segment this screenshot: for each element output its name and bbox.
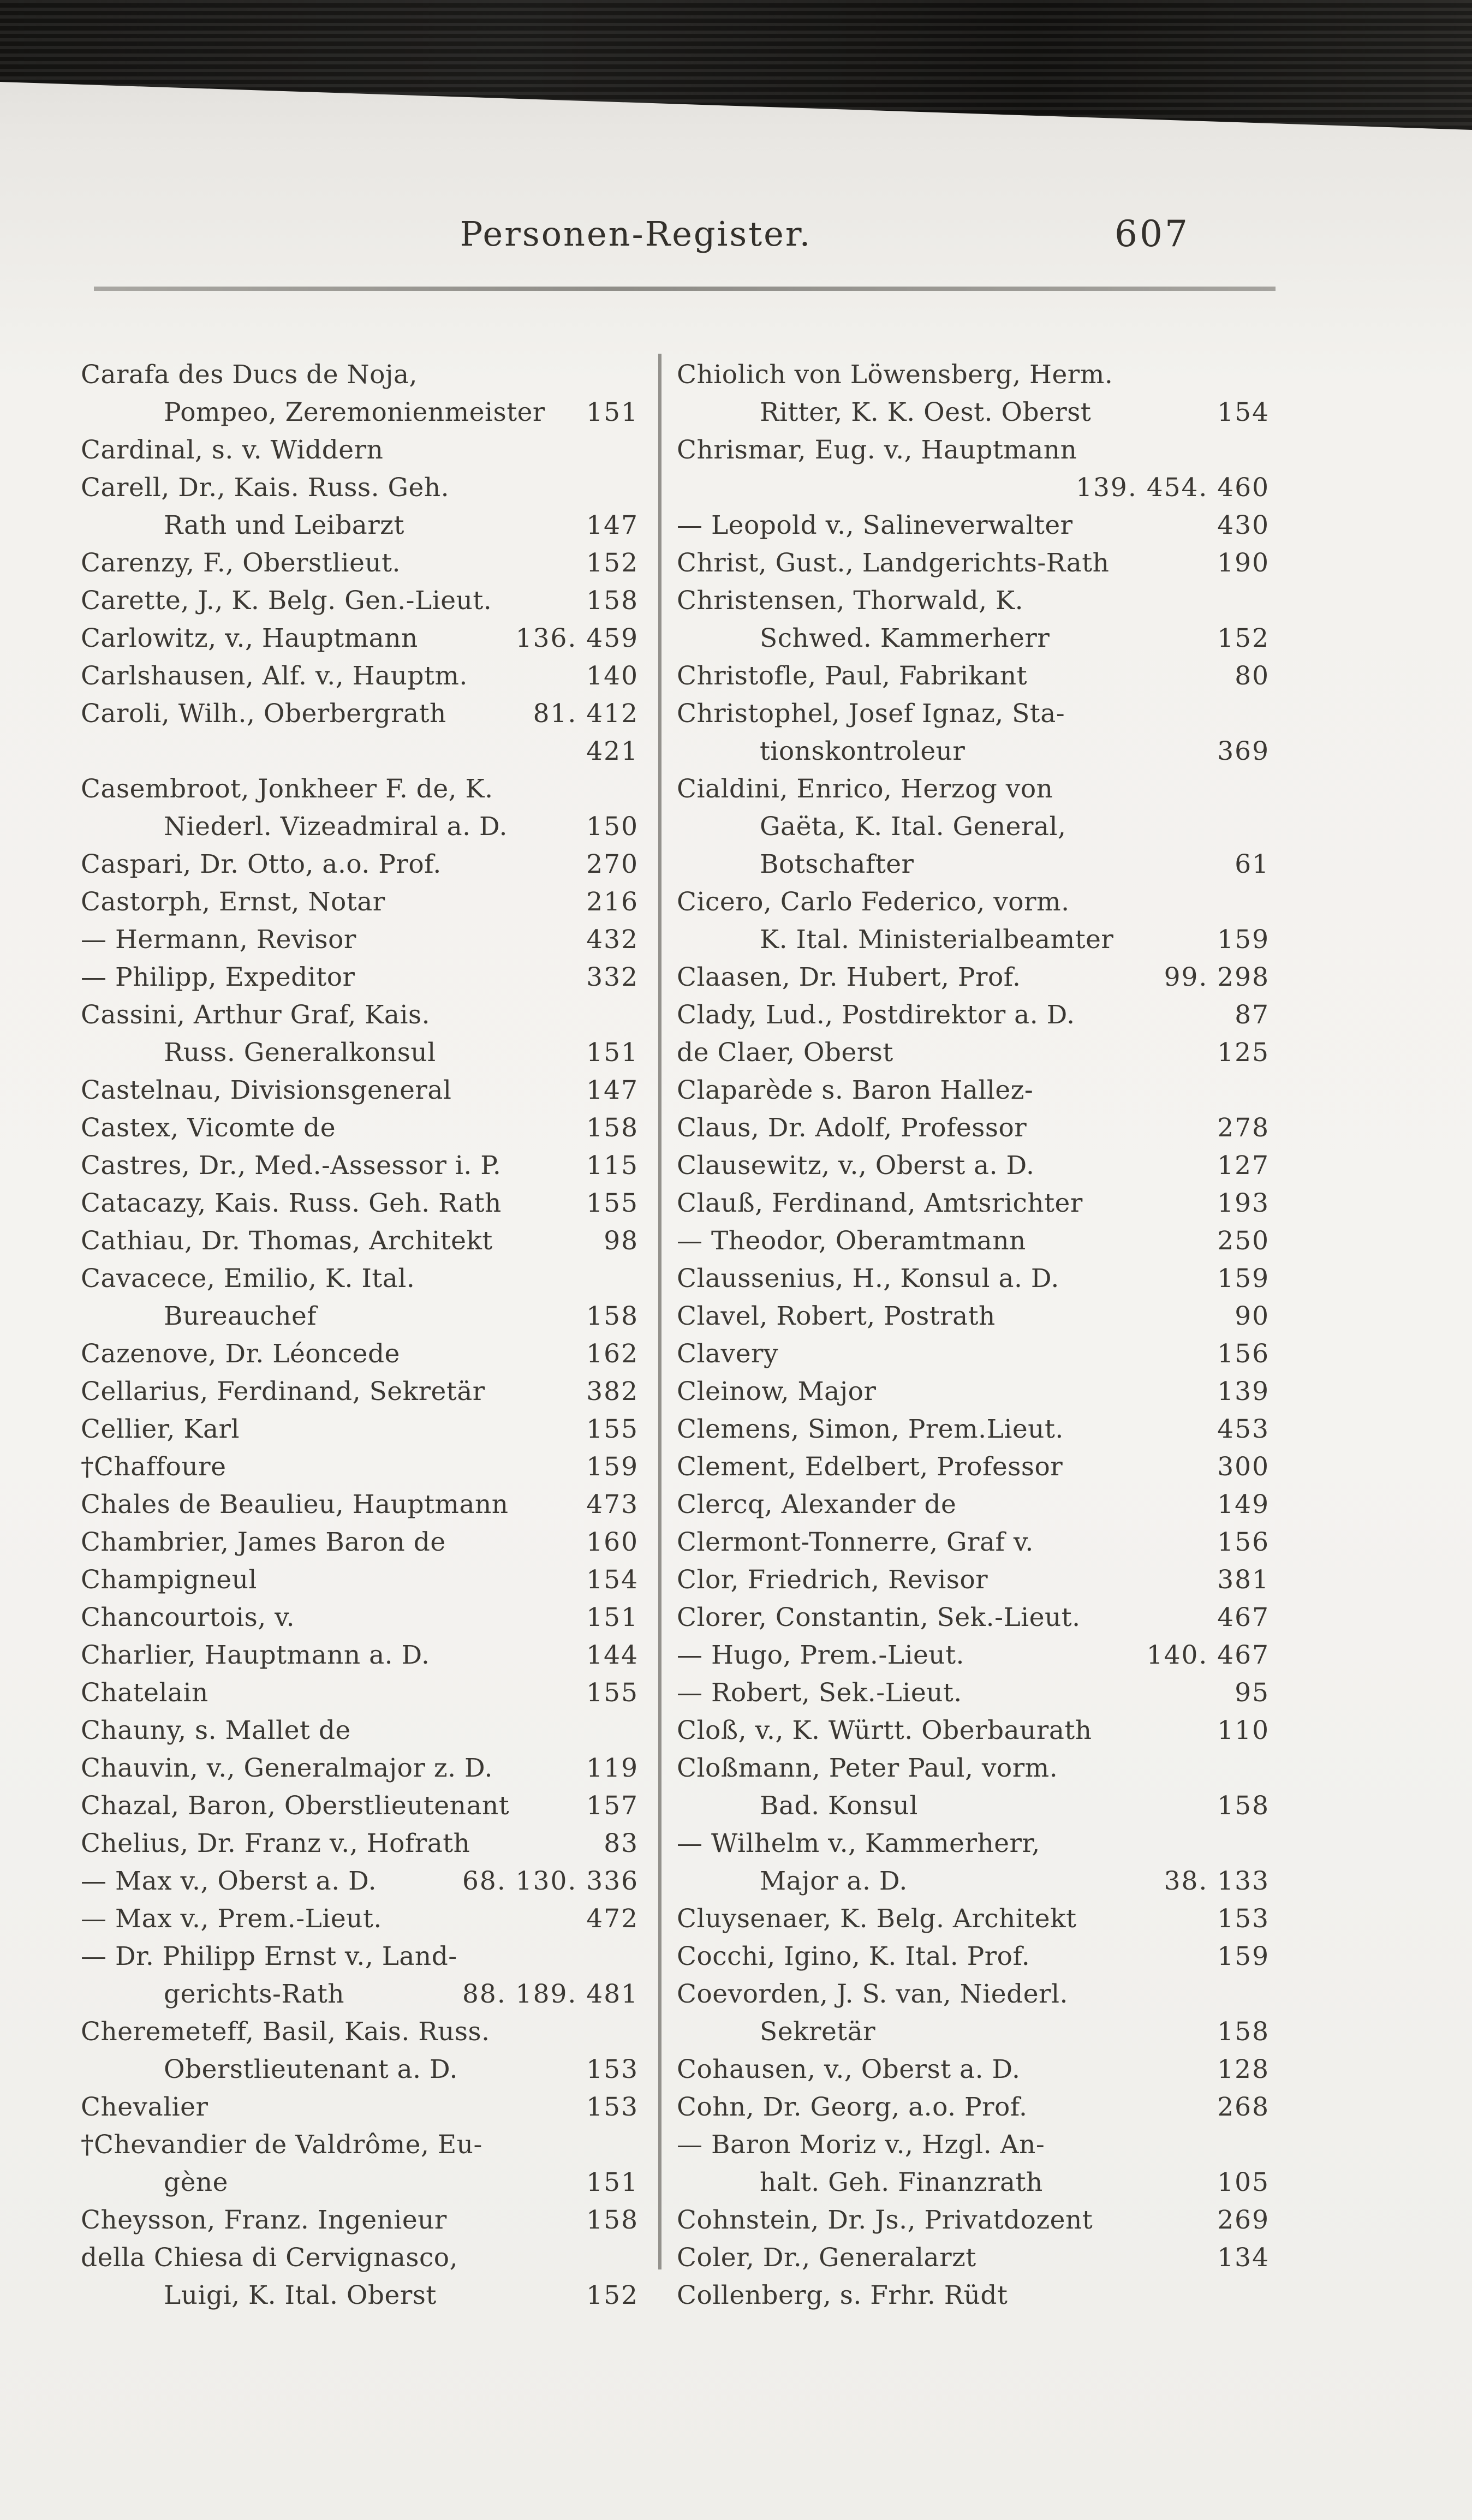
index-entry-line	[677, 544, 1270, 582]
entry-text: gène	[164, 2167, 228, 2197]
index-entry-line	[81, 1825, 639, 1862]
entry-pages: 158	[586, 1301, 639, 1331]
index-entry-line	[677, 770, 1270, 808]
entry-text: Coler, Dr., Generalarzt	[677, 2243, 976, 2273]
entry-text: — Hermann, Revisor	[81, 925, 356, 955]
entry-text: Pompeo, Zeremonienmeister	[164, 397, 545, 427]
index-entry-line	[677, 2088, 1270, 2126]
entry-pages: 151	[586, 397, 639, 427]
entry-text: Castelnau, Divisionsgeneral	[81, 1075, 452, 1105]
index-entry-line	[81, 1523, 639, 1561]
index-entry-line	[677, 958, 1270, 996]
entry-pages: 152	[586, 548, 639, 578]
index-entry-line	[81, 996, 639, 1034]
index-entry-line	[677, 1034, 1270, 1071]
entry-pages: 153	[586, 2092, 639, 2122]
entry-text: Clorer, Constantin, Sek.-Lieut.	[677, 1602, 1081, 1633]
index-entry-line	[81, 1260, 639, 1297]
entry-text: Cardinal, s. v. Widdern	[81, 435, 384, 465]
index-entry-line	[81, 1335, 639, 1373]
entry-text: Claus, Dr. Adolf, Professor	[677, 1113, 1027, 1143]
entry-pages: 38. 133	[1164, 1866, 1270, 1896]
entry-pages: 160	[586, 1527, 639, 1557]
entry-pages: 127	[1217, 1151, 1270, 1181]
entry-text: Chrismar, Eug. v., Hauptmann	[677, 435, 1077, 465]
index-entry-line	[677, 1599, 1270, 1636]
index-entry-line	[81, 2239, 639, 2277]
index-entry-line	[81, 657, 639, 695]
entry-text: Cheysson, Franz. Ingenieur	[81, 2205, 447, 2235]
entry-text: Oberstlieutenant a. D.	[164, 2054, 458, 2084]
entry-text: Christophel, Josef Ignaz, Sta-	[677, 699, 1065, 729]
column-divider-rule	[658, 354, 661, 2269]
entry-text: Clement, Edelbert, Professor	[677, 1452, 1063, 1482]
entry-text: Clady, Lud., Postdirektor a. D.	[677, 1000, 1075, 1030]
entry-text: Cleinow, Major	[677, 1377, 877, 1407]
entry-text: Cicero, Carlo Federico, vorm.	[677, 887, 1070, 917]
entry-pages: 155	[586, 1188, 639, 1218]
entry-pages: 159	[586, 1452, 639, 1482]
index-entry-line	[677, 695, 1270, 732]
entry-text: Carlowitz, v., Hauptmann	[81, 623, 418, 653]
entry-text: — Philipp, Expeditor	[81, 962, 355, 992]
entry-pages: 453	[1217, 1414, 1270, 1444]
entry-text: Clemens, Simon, Prem.Lieut.	[677, 1414, 1064, 1444]
entry-text: Collenberg, s. Frhr. Rüdt	[677, 2280, 1008, 2310]
entry-text: Caspari, Dr. Otto, a.o. Prof.	[81, 849, 442, 879]
entry-pages: 382	[586, 1377, 639, 1407]
index-entry-line	[677, 431, 1270, 469]
index-entry-line	[81, 2164, 639, 2201]
index-entry-line	[677, 1636, 1270, 1674]
entry-text: Chevalier	[81, 2092, 208, 2122]
index-entry-line	[81, 1184, 639, 1222]
entry-pages: 119	[586, 1753, 639, 1783]
entry-text: Cazenove, Dr. Léoncede	[81, 1339, 400, 1369]
index-entry-line	[677, 356, 1270, 394]
index-entry-line	[677, 1184, 1270, 1222]
index-entry-line	[81, 2277, 639, 2314]
entry-pages: 81. 412	[533, 699, 639, 729]
entry-pages: 278	[1217, 1113, 1270, 1143]
entry-text: K. Ital. Ministerialbeamter	[760, 925, 1114, 955]
entry-pages: 300	[1217, 1452, 1270, 1482]
entry-pages: 147	[586, 1075, 639, 1105]
entry-pages: 193	[1217, 1188, 1270, 1218]
index-entry-line	[81, 1749, 639, 1787]
entry-pages: 158	[586, 1113, 639, 1143]
entry-text: — Leopold v., Salineverwalter	[677, 510, 1073, 540]
entry-pages: 473	[586, 1490, 639, 1520]
index-entry-line	[677, 2201, 1270, 2239]
entry-text: Castex, Vicomte de	[81, 1113, 336, 1143]
index-entry-line	[81, 1862, 639, 1900]
index-entry-line	[81, 1636, 639, 1674]
entry-text: Clermont-Tonnerre, Graf v.	[677, 1527, 1034, 1557]
entry-pages: 134	[1217, 2243, 1270, 2273]
index-entry-line	[677, 2277, 1270, 2314]
index-entry-line	[677, 883, 1270, 921]
entry-text: Casembroot, Jonkheer F. de, K.	[81, 774, 493, 804]
entry-pages: 152	[586, 2280, 639, 2310]
entry-text: Cohausen, v., Oberst a. D.	[677, 2054, 1021, 2084]
header-rule	[94, 287, 1276, 291]
index-entry-line	[81, 1938, 639, 1975]
entry-pages: 158	[586, 586, 639, 616]
page-number: 607	[1115, 213, 1190, 255]
index-entry-line	[677, 657, 1270, 695]
index-entry-line	[81, 1674, 639, 1712]
index-entry-line	[677, 1674, 1270, 1712]
index-entry-line	[677, 1486, 1270, 1523]
entry-text: †Chevandier de Valdrôme, Eu-	[81, 2130, 482, 2160]
index-entry-line	[677, 1109, 1270, 1147]
index-entry-line	[677, 1938, 1270, 1975]
entry-text: Cialdini, Enrico, Herzog von	[677, 774, 1053, 804]
entry-text: Cavacece, Emilio, K. Ital.	[81, 1264, 415, 1294]
entry-pages: 90	[1235, 1301, 1270, 1331]
entry-text: gerichts-Rath	[164, 1979, 345, 2009]
entry-text: — Robert, Sek.-Lieut.	[677, 1678, 962, 1708]
entry-text: Claasen, Dr. Hubert, Prof.	[677, 962, 1021, 992]
index-entry-line	[81, 582, 639, 619]
entry-text: Carafa des Ducs de Noja,	[81, 360, 418, 390]
entry-pages: 430	[1217, 510, 1270, 540]
index-entry-line	[677, 996, 1270, 1034]
entry-pages: 139	[1217, 1377, 1270, 1407]
entry-pages: 151	[586, 1602, 639, 1633]
book-binding-edge	[0, 0, 1472, 142]
index-entry-line	[81, 2201, 639, 2239]
index-entry-line	[677, 1900, 1270, 1938]
entry-pages: 153	[1217, 1904, 1270, 1934]
entry-pages: 151	[586, 1038, 639, 1068]
entry-text: Major a. D.	[760, 1866, 908, 1896]
entry-text: Chazal, Baron, Oberstlieutenant	[81, 1791, 510, 1821]
entry-text: †Chaffoure	[81, 1452, 227, 1482]
entry-text: Chancourtois, v.	[81, 1602, 295, 1633]
index-entry-line	[81, 2088, 639, 2126]
entry-pages: 99. 298	[1164, 962, 1270, 992]
entry-text: — Max v., Oberst a. D.	[81, 1866, 377, 1896]
index-entry-line	[81, 1109, 639, 1147]
entry-text: Bureauchef	[164, 1301, 317, 1331]
entry-text: — Dr. Philipp Ernst v., Land-	[81, 1941, 457, 1971]
entry-pages: 155	[586, 1678, 639, 1708]
index-entry-line	[81, 2051, 639, 2088]
index-entry-line	[677, 619, 1270, 657]
entry-pages: 381	[1217, 1565, 1270, 1595]
entry-text: Champigneul	[81, 1565, 257, 1595]
index-entry-line	[81, 394, 639, 431]
index-entry-line	[81, 1034, 639, 1071]
entry-text: della Chiesa di Cervignasco,	[81, 2243, 458, 2273]
entry-pages: 332	[586, 962, 639, 992]
index-entry-line	[677, 469, 1270, 507]
index-column-right	[677, 356, 1270, 2314]
index-entry-line	[677, 2126, 1270, 2164]
entry-pages: 105	[1217, 2167, 1270, 2197]
entry-text: Cloßmann, Peter Paul, vorm.	[677, 1753, 1058, 1783]
entry-text: Sekretär	[760, 2017, 876, 2047]
entry-text: Niederl. Vizeadmiral a. D.	[164, 812, 508, 842]
entry-text: Castres, Dr., Med.-Assessor i. P.	[81, 1151, 502, 1181]
index-entry-line	[677, 2013, 1270, 2051]
entry-text: Cohn, Dr. Georg, a.o. Prof.	[677, 2092, 1028, 2122]
index-entry-line	[677, 1749, 1270, 1787]
entry-text: halt. Geh. Finanzrath	[760, 2167, 1043, 2197]
entry-text: Chauvin, v., Generalmajor z. D.	[81, 1753, 493, 1783]
index-entry-line	[81, 1410, 639, 1448]
index-entry-line	[677, 1862, 1270, 1900]
entry-pages: 269	[1217, 2205, 1270, 2235]
entry-text: Botschafter	[760, 849, 914, 879]
entry-pages: 162	[586, 1339, 639, 1369]
entry-pages: 147	[586, 510, 639, 540]
entry-text: Chiolich von Löwensberg, Herm.	[677, 360, 1113, 390]
index-entry-line	[677, 1561, 1270, 1599]
entry-pages: 154	[586, 1565, 639, 1595]
entry-pages: 154	[1217, 397, 1270, 427]
index-entry-line	[81, 808, 639, 845]
entry-pages: 216	[586, 887, 639, 917]
index-entry-line	[677, 1448, 1270, 1486]
index-entry-line	[677, 2164, 1270, 2201]
entry-pages: 270	[586, 849, 639, 879]
index-entry-line	[81, 1486, 639, 1523]
entry-text: Rath und Leibarzt	[164, 510, 404, 540]
index-entry-line	[81, 732, 639, 770]
entry-text: Christofle, Paul, Fabrikant	[677, 661, 1028, 691]
index-entry-line	[81, 1222, 639, 1260]
index-entry-line	[81, 1297, 639, 1335]
entry-text: Clercq, Alexander de	[677, 1490, 957, 1520]
index-entry-line	[81, 1712, 639, 1749]
entry-pages: 250	[1217, 1226, 1270, 1256]
entry-text: Coevorden, J. S. van, Niederl.	[677, 1979, 1068, 2009]
entry-pages: 153	[586, 2054, 639, 2084]
index-entry-line	[81, 2013, 639, 2051]
entry-text: Castorph, Ernst, Notar	[81, 887, 385, 917]
index-entry-line	[81, 1787, 639, 1825]
index-entry-line	[677, 507, 1270, 544]
running-header-title: Personen-Register.	[460, 214, 812, 254]
index-entry-line	[81, 507, 639, 544]
entry-text: tionskontroleur	[760, 736, 966, 766]
index-entry-line	[81, 1599, 639, 1636]
entry-pages: 158	[586, 2205, 639, 2235]
entry-pages: 268	[1217, 2092, 1270, 2122]
entry-text: Carlshausen, Alf. v., Hauptm.	[81, 661, 468, 691]
entry-pages: 83	[604, 1828, 639, 1858]
index-entry-line	[81, 469, 639, 507]
entry-pages: 128	[1217, 2054, 1270, 2084]
index-entry-line	[677, 1825, 1270, 1862]
entry-text: Cocchi, Igino, K. Ital. Prof.	[677, 1941, 1030, 1971]
entry-pages: 190	[1217, 548, 1270, 578]
entry-pages: 87	[1235, 1000, 1270, 1030]
entry-pages: 68. 130. 336	[462, 1866, 639, 1896]
index-entry-line	[677, 1147, 1270, 1184]
entry-text: Clor, Friedrich, Revisor	[677, 1565, 988, 1595]
entry-text: de Claer, Oberst	[677, 1038, 893, 1068]
entry-pages: 151	[586, 2167, 639, 2197]
entry-pages: 159	[1217, 1264, 1270, 1294]
entry-pages: 155	[586, 1414, 639, 1444]
entry-text: Chambrier, James Baron de	[81, 1527, 446, 1557]
entry-pages: 144	[586, 1640, 639, 1670]
entry-pages: 140	[586, 661, 639, 691]
entry-text: Claussenius, H., Konsul a. D.	[677, 1264, 1059, 1294]
entry-pages: 156	[1217, 1339, 1270, 1369]
index-entry-line	[677, 1787, 1270, 1825]
entry-text: Chelius, Dr. Franz v., Hofrath	[81, 1828, 470, 1858]
entry-pages: 156	[1217, 1527, 1270, 1557]
entry-pages: 159	[1217, 1941, 1270, 1971]
index-entry-line	[81, 619, 639, 657]
entry-text: Caroli, Wilh., Oberbergrath	[81, 699, 446, 729]
index-entry-line	[677, 2239, 1270, 2277]
entry-text: Clavel, Robert, Postrath	[677, 1301, 996, 1331]
entry-text: Bad. Konsul	[760, 1791, 918, 1821]
index-entry-line	[677, 808, 1270, 845]
entry-text: Cohnstein, Dr. Js., Privatdozent	[677, 2205, 1093, 2235]
index-entry-line	[81, 770, 639, 808]
index-entry-line	[677, 1335, 1270, 1373]
entry-pages: 432	[586, 925, 639, 955]
entry-pages: 369	[1217, 736, 1270, 766]
entry-pages: 421	[586, 736, 639, 766]
index-entry-line	[81, 845, 639, 883]
entry-pages: 472	[586, 1904, 639, 1934]
entry-text: Cassini, Arthur Graf, Kais.	[81, 1000, 431, 1030]
entry-pages: 110	[1217, 1715, 1270, 1745]
index-entry-line	[81, 2126, 639, 2164]
index-entry-line	[677, 1373, 1270, 1410]
index-entry-line	[677, 2051, 1270, 2088]
entry-text: Chatelain	[81, 1678, 208, 1708]
entry-text: Russ. Generalkonsul	[164, 1038, 436, 1068]
entry-pages: 115	[586, 1151, 639, 1181]
entry-text: — Theodor, Oberamtmann	[677, 1226, 1026, 1256]
index-entry-line	[81, 695, 639, 732]
entry-text: Claparède s. Baron Hallez-	[677, 1075, 1034, 1105]
entry-text: Cheremeteff, Basil, Kais. Russ.	[81, 2017, 490, 2047]
entry-pages: 152	[1217, 623, 1270, 653]
index-entry-line	[677, 1071, 1270, 1109]
entry-text: Schwed. Kammerherr	[760, 623, 1050, 653]
entry-pages: 98	[604, 1226, 639, 1256]
entry-pages: 125	[1217, 1038, 1270, 1068]
index-entry-line	[81, 883, 639, 921]
entry-text: Ritter, K. K. Oest. Oberst	[760, 397, 1092, 427]
entry-text: Luigi, K. Ital. Oberst	[164, 2280, 437, 2310]
entry-text: Clauß, Ferdinand, Amtsrichter	[677, 1188, 1083, 1218]
entry-text: — Hugo, Prem.-Lieut.	[677, 1640, 964, 1670]
index-entry-line	[81, 544, 639, 582]
index-entry-line	[81, 1147, 639, 1184]
entry-text: Carette, J., K. Belg. Gen.-Lieut.	[81, 586, 492, 616]
index-entry-line	[81, 1373, 639, 1410]
entry-text: Cathiau, Dr. Thomas, Architekt	[81, 1226, 493, 1256]
entry-text: Chauny, s. Mallet de	[81, 1715, 351, 1745]
entry-pages: 139. 454. 460	[1076, 473, 1270, 503]
index-entry-line	[677, 1523, 1270, 1561]
index-entry-line	[81, 1561, 639, 1599]
entry-pages: 158	[1217, 1791, 1270, 1821]
entry-text: Cellarius, Ferdinand, Sekretär	[81, 1377, 485, 1407]
entry-text: Cluysenaer, K. Belg. Architekt	[677, 1904, 1077, 1934]
entry-text: Catacazy, Kais. Russ. Geh. Rath	[81, 1188, 502, 1218]
entry-text: Cloß, v., K. Württ. Oberbaurath	[677, 1715, 1092, 1745]
index-entry-line	[677, 921, 1270, 958]
index-entry-line	[81, 431, 639, 469]
entry-text: Chales de Beaulieu, Hauptmann	[81, 1490, 509, 1520]
entry-pages: 140. 467	[1146, 1640, 1270, 1670]
index-entry-line	[677, 582, 1270, 619]
index-entry-line	[81, 1900, 639, 1938]
entry-pages: 150	[586, 812, 639, 842]
entry-pages: 61	[1235, 849, 1270, 879]
entry-pages: 80	[1235, 661, 1270, 691]
index-entry-line	[677, 732, 1270, 770]
entry-text: Carenzy, F., Oberstlieut.	[81, 548, 401, 578]
entry-pages: 149	[1217, 1490, 1270, 1520]
entry-text: Gaëta, K. Ital. General,	[760, 812, 1066, 842]
entry-text: — Wilhelm v., Kammerherr,	[677, 1828, 1040, 1858]
entry-text: Cellier, Karl	[81, 1414, 240, 1444]
entry-text: Christ, Gust., Landgerichts-Rath	[677, 548, 1110, 578]
index-entry-line	[81, 921, 639, 958]
index-entry-line	[677, 1975, 1270, 2013]
entry-text: Clausewitz, v., Oberst a. D.	[677, 1151, 1035, 1181]
entry-text: — Max v., Prem.-Lieut.	[81, 1904, 382, 1934]
index-column-left	[81, 356, 639, 2314]
entry-pages: 88. 189. 481	[462, 1979, 639, 2009]
index-entry-line	[677, 1712, 1270, 1749]
index-entry-line	[81, 356, 639, 394]
index-entry-line	[81, 958, 639, 996]
index-entry-line	[677, 845, 1270, 883]
index-entry-line	[81, 1071, 639, 1109]
entry-text: Clavery	[677, 1339, 778, 1369]
entry-pages: 467	[1217, 1602, 1270, 1633]
index-entry-line	[677, 1297, 1270, 1335]
index-entry-line	[677, 1222, 1270, 1260]
index-entry-line	[677, 1410, 1270, 1448]
entry-pages: 136. 459	[515, 623, 639, 653]
entry-text: Carell, Dr., Kais. Russ. Geh.	[81, 473, 450, 503]
entry-text: Christensen, Thorwald, K.	[677, 586, 1024, 616]
entry-pages: 158	[1217, 2017, 1270, 2047]
entry-pages: 95	[1235, 1678, 1270, 1708]
entry-text: Charlier, Hauptmann a. D.	[81, 1640, 430, 1670]
index-entry-line	[677, 1260, 1270, 1297]
entry-text: — Baron Moriz v., Hzgl. An-	[677, 2130, 1045, 2160]
entry-pages: 159	[1217, 925, 1270, 955]
entry-pages: 157	[586, 1791, 639, 1821]
index-entry-line	[81, 1975, 639, 2013]
index-entry-line	[677, 394, 1270, 431]
index-entry-line	[81, 1448, 639, 1486]
